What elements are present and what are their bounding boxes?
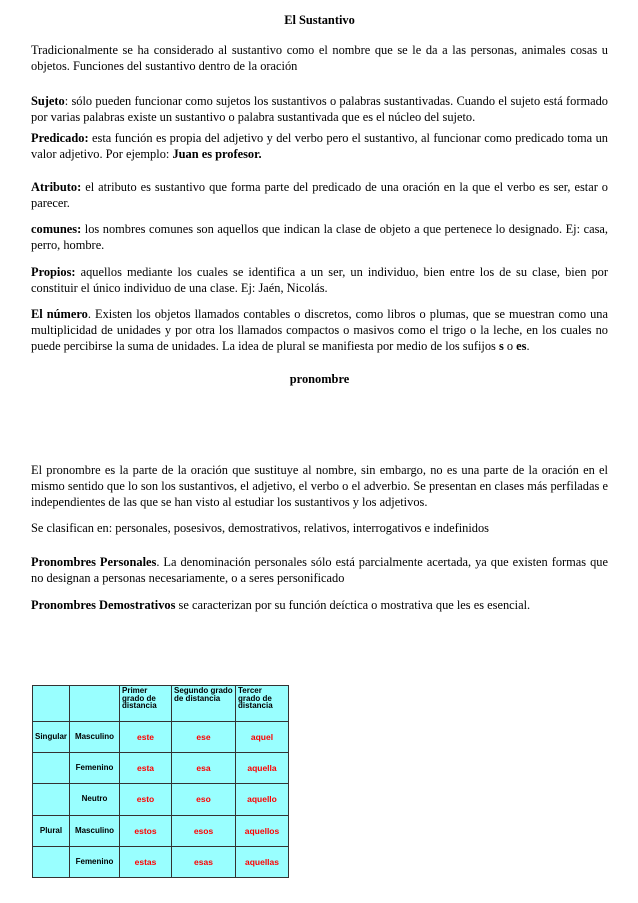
- demonstrative-pronouns-table: [32, 685, 289, 878]
- gender-cell: Neutro: [70, 784, 120, 815]
- comunes-paragraph: [31, 221, 608, 253]
- personales-term: Pronombres Personales: [31, 555, 157, 569]
- sujeto-text: : sólo pueden funcionar como sujetos los sustantivos o palabras sustantivadas. Cuando el sujeto está formado por varias palabras existe un sustantivo o palabra sustantivada que es el núcleo del sujeto.: [31, 94, 608, 124]
- propios-text: aquellos mediante los cuales se identifica a un ser, un individuo, bien entre los de su clase, bien por constituir el único individuo de una clase. Ej: Jaén, Nicolás.: [31, 265, 608, 295]
- suffix-es: es: [516, 339, 527, 353]
- personales-text: . La denominación personales sólo está parcialmente acertada, ya que existen formas que no designan a personas necesariamente, o a seres personificado: [31, 555, 608, 585]
- gender-cell: Masculino: [70, 722, 120, 753]
- value-cell: aquella: [236, 753, 289, 784]
- predicado-text: esta función es propia del adjetivo y del verbo pero el sustantivo, al funcionar como predicado toma un valor adjetivo. Por ejemplo:: [31, 131, 608, 161]
- value-cell: esto: [120, 784, 172, 815]
- number-cell: [33, 753, 70, 784]
- header-primer-grado: Primer grado de distancia: [120, 686, 172, 722]
- predicado-term: Predicado:: [31, 131, 89, 145]
- demostrativos-term: Pronombres Demostrativos: [31, 598, 176, 612]
- atributo-paragraph: [31, 179, 608, 211]
- suffix-connector: o: [503, 339, 517, 353]
- atributo-term: Atributo:: [31, 180, 82, 194]
- page-title: El Sustantivo: [284, 13, 355, 27]
- pronombre-heading: pronombre: [289, 372, 350, 386]
- value-cell: aquellas: [236, 846, 289, 877]
- value-cell: ese: [172, 722, 236, 753]
- value-cell: aquello: [236, 784, 289, 815]
- demostrativos-text: se caracterizan por su función deíctica o mostrativa que les es esencial.: [175, 598, 531, 612]
- numero-term: El número: [31, 307, 88, 321]
- propios-term: Propios:: [31, 265, 76, 279]
- clasifican-paragraph: Se clasifican en: personales, posesivos, demostrativos, relativos, interrogativos e indefinidos: [31, 521, 490, 535]
- gender-cell: Femenino: [70, 846, 120, 877]
- header-segundo-grado: Segundo grado de distancia: [172, 686, 236, 722]
- table-row: [33, 753, 289, 784]
- propios-paragraph: [31, 264, 608, 296]
- comunes-text: los nombres comunes son aquellos que indican la clase de objeto a que pertenece lo designado. Ej: casa, perro, hombre.: [31, 222, 608, 252]
- value-cell: esas: [172, 846, 236, 877]
- value-cell: esos: [172, 815, 236, 846]
- atributo-text: el atributo es sustantivo que forma parte del predicado de una oración en la que el verbo es ser, estar o parecer.: [31, 180, 608, 210]
- intro-paragraph: Tradicionalmente se ha considerado al sustantivo como el nombre que se le da a las personas, animales cosas u objetos. Funciones del sustantivo dentro de la oración: [31, 43, 608, 73]
- table-row: [33, 846, 289, 877]
- table-row: [33, 815, 289, 846]
- value-cell: estos: [120, 815, 172, 846]
- comunes-term: comunes:: [31, 222, 82, 236]
- gender-cell: Masculino: [70, 815, 120, 846]
- sujeto-paragraph: [31, 93, 608, 125]
- value-cell: estas: [120, 846, 172, 877]
- value-cell: esta: [120, 753, 172, 784]
- number-cell: [33, 846, 70, 877]
- table-row: [33, 722, 289, 753]
- suffix-s: s: [498, 339, 504, 353]
- number-cell: [33, 784, 70, 815]
- header-tercer-grado: Tercer grado de distancia: [236, 686, 289, 722]
- number-cell: Singular: [33, 722, 70, 753]
- number-cell: Plural: [33, 815, 70, 846]
- table-row: [33, 784, 289, 815]
- value-cell: esa: [172, 753, 236, 784]
- predicado-paragraph: [31, 130, 608, 162]
- value-cell: este: [120, 722, 172, 753]
- pronombre-intro-paragraph: El pronombre es la parte de la oración que sustituye al nombre, sin embargo, no es una parte de la oración en el mismo sentido que lo son los sustantivos, el adjetivo, el verbo o el adverbio. Se presentan en clases más perfiladas e independientes de las que se han visto al estudiar los sustantivos y los adjetivos.: [31, 463, 608, 509]
- numero-end: .: [526, 339, 530, 353]
- value-cell: aquel: [236, 722, 289, 753]
- table-corner-cell: [33, 686, 70, 722]
- personales-paragraph: [31, 554, 608, 586]
- value-cell: eso: [172, 784, 236, 815]
- sujeto-term: Sujeto: [31, 94, 65, 108]
- table-corner-cell: [70, 686, 120, 722]
- table-header-row: [33, 686, 289, 722]
- value-cell: aquellos: [236, 815, 289, 846]
- numero-text: . Existen los objetos llamados contables o discretos, como libros o plumas, que se muestran como una multiplicidad de unidades y por otra los llamados compactos o masivos como el trigo o la leche, en los cuales no puede percibirse la suma de unidades. La idea de plural se manifiesta por medio de los sufijos: [31, 307, 608, 353]
- gender-cell: Femenino: [70, 753, 120, 784]
- numero-paragraph: [31, 306, 608, 354]
- demostrativos-paragraph: [31, 597, 608, 613]
- predicado-example: Juan es profesor.: [172, 147, 262, 161]
